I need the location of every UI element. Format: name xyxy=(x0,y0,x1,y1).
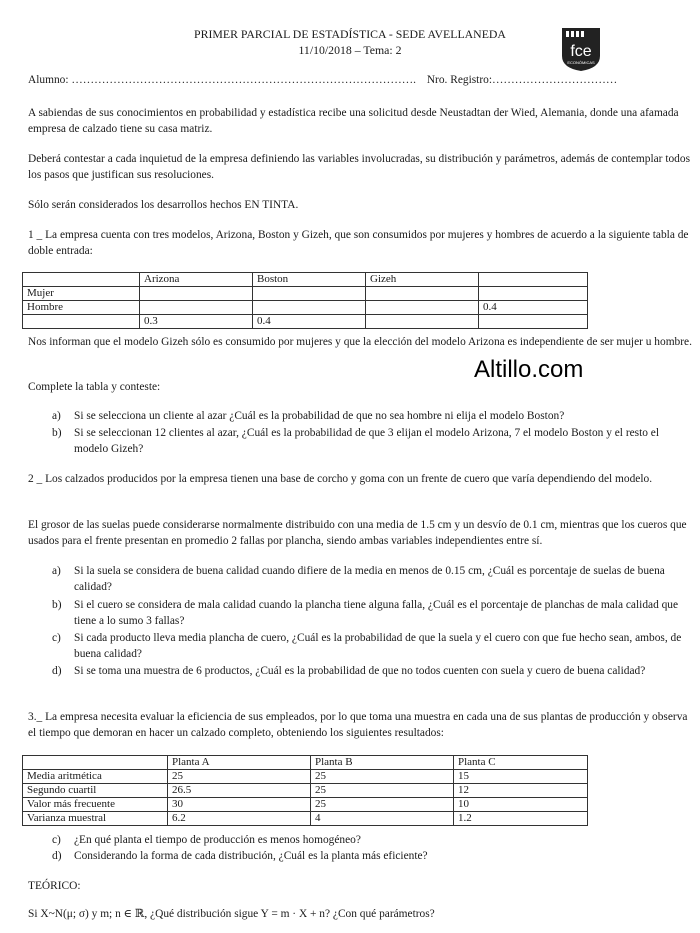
q3-results-table xyxy=(22,755,588,826)
question-1-text: 1 _ La empresa cuenta con tres modelos, Arizona, Boston y Gizeh, que son consumidos por mujeres y hombres de acuerdo a la siguiente tabla de doble entrada: xyxy=(28,229,689,257)
watermark-text: Altillo.com xyxy=(474,356,584,383)
table-cell: 6.2 xyxy=(168,812,311,826)
table-cell: 0.3 xyxy=(140,315,253,329)
table-cell: 0.4 xyxy=(253,315,366,329)
table-cell xyxy=(140,301,253,315)
registro-field[interactable]: …………………………… xyxy=(492,74,618,86)
table-cell: 26.5 xyxy=(168,784,311,798)
table-cell: 25 xyxy=(311,784,454,798)
logo-small-text: ECONÓMICAS xyxy=(567,60,595,65)
table-cell: 25 xyxy=(168,770,311,784)
intro-paragraph-2: Deberá contestar a cada inquietud de la empresa definiendo las variables involucradas, su distribución y parámetros, además de contemplar todos los pasos que justifican sus resoluciones. xyxy=(28,153,691,181)
table-cell xyxy=(479,273,588,287)
table-cell: Hombre xyxy=(23,301,140,315)
item-text: Considerando la forma de cada distribución, ¿Cuál es la planta más eficiente? xyxy=(74,850,428,862)
table-cell xyxy=(23,273,140,287)
question-1-info: Nos informan que el modelo Gizeh sólo es consumido por mujeres y que la elección del modelo Arizona es independiente de ser mujer u hombre. xyxy=(28,336,692,348)
table-cell: Planta A xyxy=(168,756,311,770)
table-cell: 1.2 xyxy=(454,812,588,826)
alumno-field[interactable]: ………………………………………………………………………………. xyxy=(71,74,416,86)
student-line xyxy=(28,72,696,88)
q1-contingency-table xyxy=(22,272,588,329)
table-cell: Planta B xyxy=(311,756,454,770)
item-text: ¿En qué planta el tiempo de producción es menos homogéneo? xyxy=(74,834,361,846)
table-cell xyxy=(366,315,479,329)
table-cell: 12 xyxy=(454,784,588,798)
logo-text: fce xyxy=(570,43,592,60)
item-text: Si se toma una muestra de 6 productos, ¿Cuál es la probabilidad de que no todos cuenten con suela y cuero de buena calidad? xyxy=(74,665,646,677)
table-cell: 25 xyxy=(311,770,454,784)
intro-paragraph-1: A sabiendas de sus conocimientos en probabilidad y estadística recibe una solicitud desde Neustadtan der Wied, Alemania, donde una afamada empresa de calzado tiene su casa matriz. xyxy=(28,107,679,135)
table-cell: Arizona xyxy=(140,273,253,287)
table-cell xyxy=(479,315,588,329)
table-cell: 30 xyxy=(168,798,311,812)
question-3-text: 3._ La empresa necesita evaluar la eficiencia de sus empleados, por lo que toma una muestra en cada una de sus plantas de producción y observa el tiempo que demoran en hacer un calzado completo, obteniendo los siguientes resultados: xyxy=(28,711,688,739)
exam-subtitle: 11/10/2018 – Tema: 2 xyxy=(298,43,402,57)
item-text: Si se selecciona un cliente al azar ¿Cuál es la probabilidad de que no sea hombre ni elija el modelo Boston? xyxy=(74,410,565,422)
table-cell: Planta C xyxy=(454,756,588,770)
item-label: a) xyxy=(52,410,61,422)
table-cell: 0.4 xyxy=(479,301,588,315)
question-2-paragraph: El grosor de las suelas puede considerarse normalmente distribuido con una media de 1.5 cm y un desvío de 0.1 cm, mientras que los cueros que usados para el frente presentan en promedio 2 fallas por plancha, siendo ambas variables independientes entre sí. xyxy=(28,519,687,547)
table-cell: 25 xyxy=(311,798,454,812)
question-2-text: 2 _ Los calzados producidos por la empresa tienen una base de corcho y goma con un frente de cuero que varía dependiendo del modelo. xyxy=(28,473,653,485)
table-cell: Boston xyxy=(253,273,366,287)
item-label: b) xyxy=(52,427,62,439)
item-text: Si cada producto lleva media plancha de cuero, ¿Cuál es la probabilidad de que la suela y el cuero con que fue hecho sean, ambos, de buena calidad? xyxy=(74,632,682,660)
table-cell xyxy=(140,287,253,301)
question-1-complete: Complete la tabla y conteste: xyxy=(28,381,161,393)
teorico-question: Si X~N(μ; σ) y m; n ∈ ℝ, ¿Qué distribución sigue Y = m · X + n? ¿Con qué parámetros? xyxy=(28,908,435,920)
table-cell xyxy=(253,301,366,315)
table-cell: Varianza muestral xyxy=(23,812,168,826)
item-text: Si el cuero se considera de mala calidad cuando la plancha tiene alguna falla, ¿Cuál es el porcentaje de planchas de mala calidad que tiene a lo sumo 3 fallas? xyxy=(74,599,679,627)
item-label: b) xyxy=(52,599,62,611)
alumno-label: Alumno: xyxy=(28,74,69,86)
table-cell xyxy=(366,301,479,315)
item-text: Si se seleccionan 12 clientes al azar, ¿Cuál es la probabilidad de que 3 elijan el modelo Arizona, 7 el modelo Boston y el resto el modelo Gizeh? xyxy=(74,427,660,455)
item-label: c) xyxy=(52,834,61,846)
table-cell xyxy=(366,287,479,301)
table-cell: Media aritmética xyxy=(23,770,168,784)
registro-label: Nro. Registro: xyxy=(426,74,492,86)
table-cell: Gizeh xyxy=(366,273,479,287)
table-cell xyxy=(23,756,168,770)
table-cell: 4 xyxy=(311,812,454,826)
table-cell xyxy=(253,287,366,301)
item-label: d) xyxy=(52,665,62,677)
item-label: c) xyxy=(52,632,61,644)
exam-title: PRIMER PARCIAL DE ESTADÍSTICA - SEDE AVELLANEDA xyxy=(194,27,506,41)
table-cell: Segundo cuartil xyxy=(23,784,168,798)
item-label: a) xyxy=(52,565,61,577)
table-cell xyxy=(479,287,588,301)
table-cell: Valor más frecuente xyxy=(23,798,168,812)
teorico-label: TEÓRICO: xyxy=(28,880,81,892)
item-text: Si la suela se considera de buena calidad cuando difiere de la media en menos de 0.15 cm, ¿Cuál es porcentaje de suelas de buena calidad? xyxy=(74,565,665,593)
table-cell: 15 xyxy=(454,770,588,784)
table-cell: Mujer xyxy=(23,287,140,301)
table-cell xyxy=(23,315,140,329)
item-label: d) xyxy=(52,850,62,862)
intro-paragraph-3: Sólo serán considerados los desarrollos hechos EN TINTA. xyxy=(28,199,299,211)
table-cell: 10 xyxy=(454,798,588,812)
faculty-logo xyxy=(560,26,602,72)
